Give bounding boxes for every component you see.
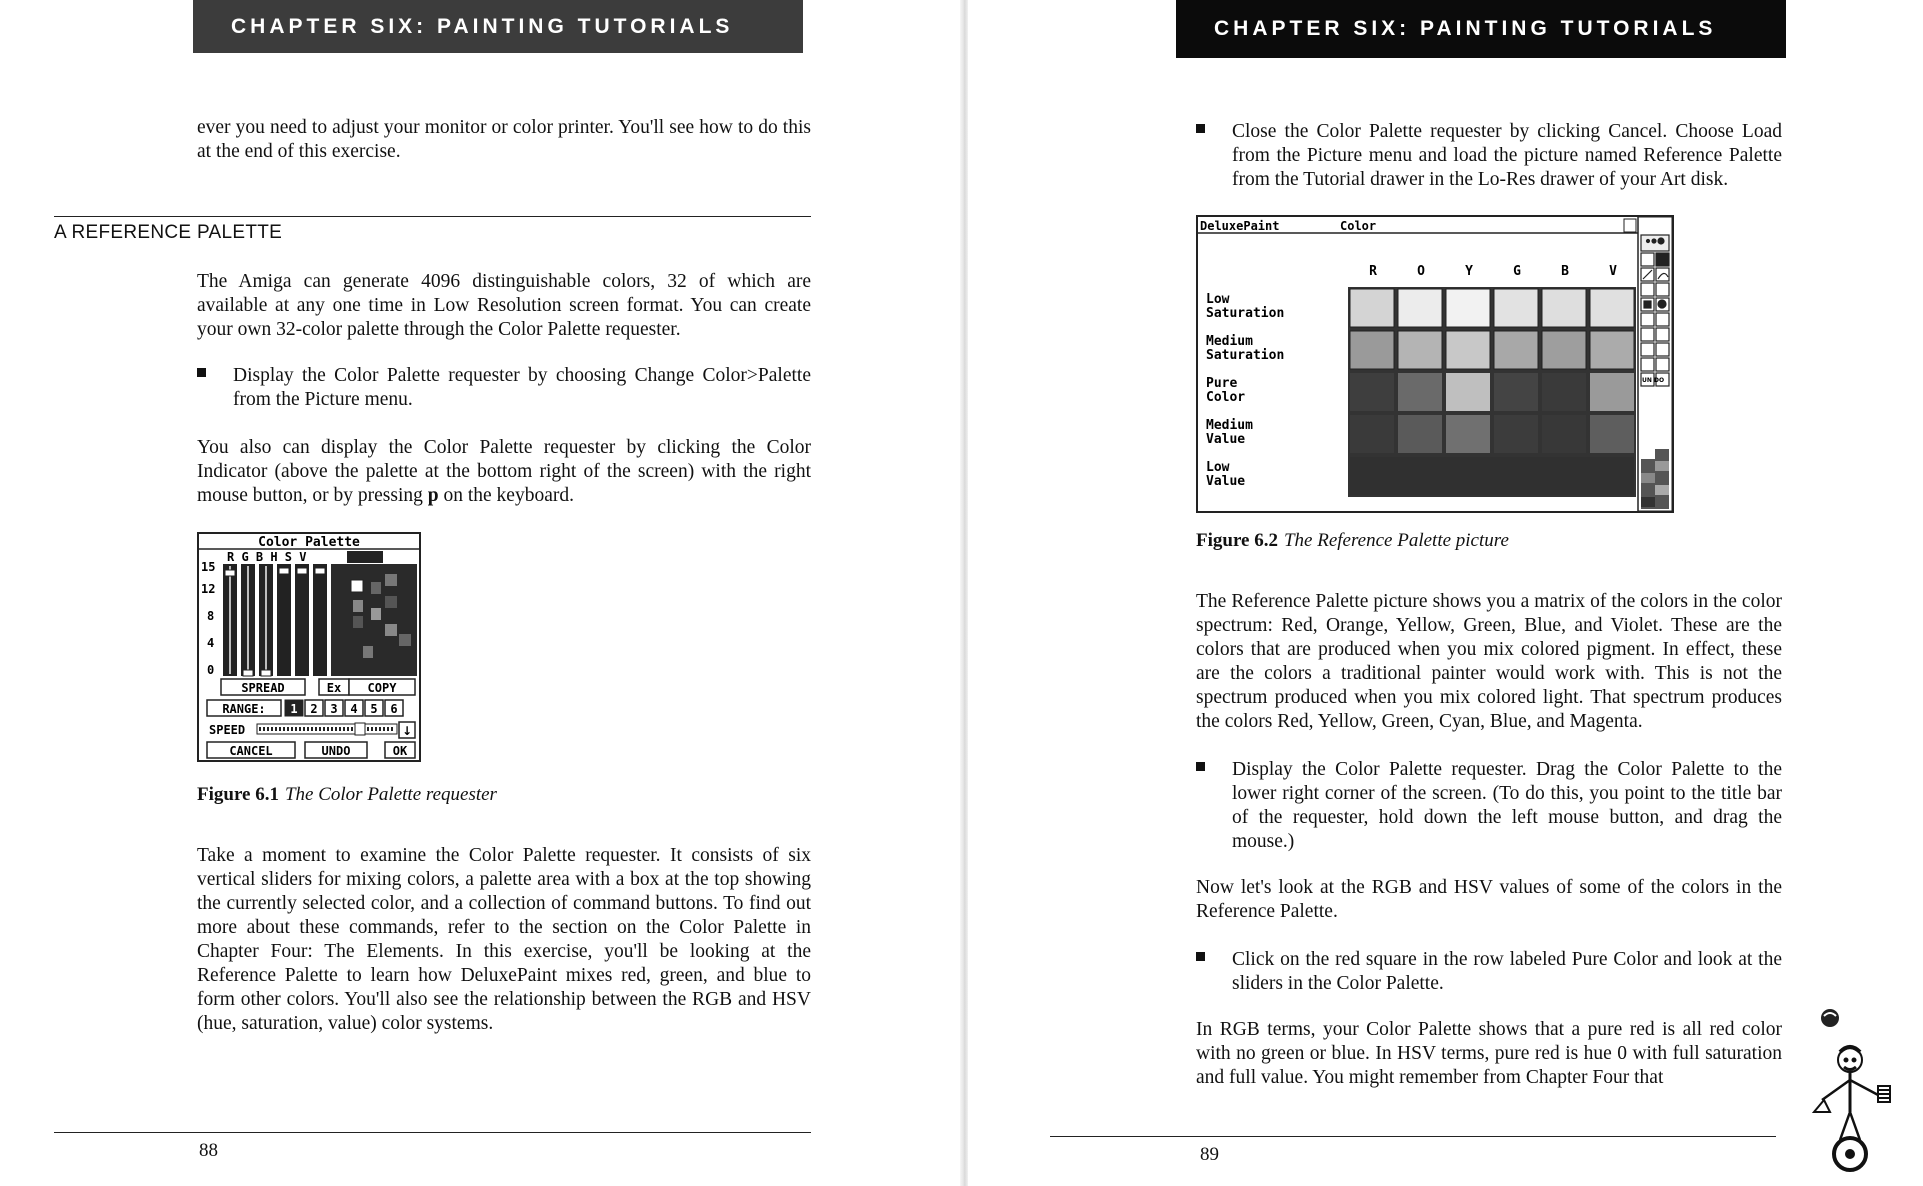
paragraph bbox=[197, 436, 811, 508]
range-6-label: 6 bbox=[390, 702, 398, 716]
row-label: Color bbox=[1206, 390, 1246, 405]
keyboard-key: p bbox=[427, 485, 439, 506]
section-rule bbox=[54, 216, 811, 217]
bullet-text: Click on the red square in the row labeled Pure Color and look at the sliders in the Color Palette. bbox=[1232, 949, 1782, 994]
scale-label: 4 bbox=[207, 636, 215, 650]
bullet-item bbox=[1196, 758, 1782, 854]
color-matrix[interactable] bbox=[1348, 287, 1636, 497]
bullet-marker bbox=[1196, 952, 1205, 961]
down-arrow-icon: ↓ bbox=[401, 724, 413, 738]
chapter-header bbox=[1176, 0, 1786, 58]
row-label: Saturation bbox=[1206, 348, 1285, 363]
undo-gadget-label: UN DO bbox=[1642, 377, 1665, 384]
reference-palette-figure bbox=[1196, 215, 1674, 513]
row-label: Value bbox=[1206, 432, 1246, 447]
range-4-label: 4 bbox=[350, 702, 358, 716]
figure-title: The Color Palette requester bbox=[284, 784, 497, 805]
scale-label: 0 bbox=[207, 663, 215, 677]
footer-rule bbox=[1050, 1136, 1776, 1137]
cancel-label: CANCEL bbox=[229, 744, 273, 758]
row-label: Low bbox=[1206, 460, 1230, 475]
figure-number: Figure 6.1 bbox=[197, 784, 279, 805]
column-label: Y bbox=[1465, 264, 1473, 279]
front-back-gadget[interactable] bbox=[1624, 219, 1636, 232]
color-palette-figure bbox=[197, 532, 421, 762]
page-number: 88 bbox=[199, 1140, 218, 1161]
page-number: 89 bbox=[1200, 1144, 1219, 1165]
footer-rule bbox=[54, 1132, 811, 1133]
left-page bbox=[0, 0, 960, 1186]
spread-label: SPREAD bbox=[241, 681, 285, 695]
range-1-label: 1 bbox=[290, 702, 298, 716]
range-label: RANGE: bbox=[222, 702, 266, 716]
chapter-header-text: CHAPTER SIX: PAINTING TUTORIALS bbox=[1214, 17, 1717, 40]
speed-label: SPEED bbox=[209, 723, 246, 737]
slider-labels: R G B H S V bbox=[227, 550, 307, 564]
range-5-label: 5 bbox=[370, 702, 378, 716]
undo-label: UNDO bbox=[321, 744, 351, 758]
reference-palette-illustration bbox=[1198, 217, 1672, 511]
paragraph: Take a moment to examine the Color Palette requester. It consists of six vertical sliders for mixing colors, a palette area with a box at the top showing the currently selected color, and a collection of command buttons. To find out more about these commands, refer to the section on the Color Palette in Chapter Four: The Elements. In this exercise, you'll be looking at the Reference Palette to learn how DeluxePaint mixes red, green, and blue to form other colors. You'll also see the relationship between the RGB and HSV (hue, saturation, value) color systems. bbox=[197, 845, 811, 1034]
rgb-hsv-sliders[interactable] bbox=[223, 564, 327, 676]
app-name: DeluxePaint bbox=[1200, 219, 1280, 233]
intro-text: ever you need to adjust your monitor or color printer. You'll see how to do this at the end of this exercise. bbox=[197, 117, 811, 162]
scale-label: 15 bbox=[201, 560, 216, 574]
row-label: Low bbox=[1206, 292, 1230, 307]
paragraph-text: You also can display the Color Palette requester by clicking the Color Indicator (above the palette at the bottom right of the screen) with the right mouse button, or by pressing bbox=[197, 437, 811, 506]
unicyclist-mascot-illustration bbox=[1800, 1000, 1900, 1180]
juggling-ball-icon bbox=[1821, 1009, 1839, 1027]
figure-title: The Reference Palette picture bbox=[1283, 530, 1509, 551]
row-label: Pure bbox=[1206, 376, 1238, 391]
color-palette-illustration bbox=[199, 534, 419, 760]
speed-slider[interactable] bbox=[257, 723, 397, 735]
current-color-box bbox=[347, 551, 383, 563]
column-label: B bbox=[1561, 264, 1569, 279]
palette-swatches[interactable] bbox=[331, 564, 417, 676]
ok-label: OK bbox=[392, 744, 408, 758]
paragraph: The Amiga can generate 4096 distinguishable colors, 32 of which are available at any one time in Low Resolution screen format. You can create your own 32-color palette through the Color Palette requester. bbox=[197, 271, 811, 340]
column-label: R bbox=[1369, 264, 1377, 279]
bullet-item bbox=[1196, 948, 1782, 996]
figure-number: Figure 6.2 bbox=[1196, 530, 1278, 551]
row-label: Medium bbox=[1206, 418, 1253, 433]
bullet-marker bbox=[1196, 124, 1205, 133]
figure-caption bbox=[1196, 530, 1509, 552]
chapter-header-text: CHAPTER SIX: PAINTING TUTORIALS bbox=[231, 14, 734, 38]
section-heading: A REFERENCE PALETTE bbox=[54, 222, 283, 243]
copy-label: COPY bbox=[367, 681, 397, 695]
row-label: Value bbox=[1206, 474, 1246, 489]
range-3-label: 3 bbox=[330, 702, 338, 716]
row-label: Saturation bbox=[1206, 306, 1285, 321]
right-page bbox=[968, 0, 1923, 1186]
bullet-text: Close the Color Palette requester by clicking Cancel. Choose Load from the Picture menu and load the picture named Reference Palette from the Tutorial drawer in the Lo-Res drawer of your Art disk. bbox=[1232, 121, 1782, 190]
unicyclist-figure bbox=[1814, 1047, 1890, 1170]
row-label: Medium bbox=[1206, 334, 1253, 349]
column-label: V bbox=[1609, 264, 1617, 279]
paragraph-text: on the keyboard. bbox=[438, 485, 574, 506]
bullet-item bbox=[197, 364, 811, 412]
bullet-text: Display the Color Palette requester by choosing Change Color>Palette from the Picture menu. bbox=[233, 365, 811, 410]
scale-label: 8 bbox=[207, 609, 215, 623]
column-label: G bbox=[1513, 264, 1521, 279]
column-label: O bbox=[1417, 264, 1425, 279]
exchange-label: Ex bbox=[326, 681, 342, 695]
scale-label: 12 bbox=[201, 582, 216, 596]
bullet-text: Display the Color Palette requester. Drag the Color Palette to the lower right corner of the screen. (To do this, you point to the title bar of the requester, hold down the left mouse button, and drag the mouse.) bbox=[1232, 759, 1782, 852]
paragraph: Now let's look at the RGB and HSV values of some of the colors in the Reference Palette. bbox=[1196, 877, 1782, 922]
toolbox-palette[interactable] bbox=[1641, 449, 1669, 509]
paragraph: In RGB terms, your Color Palette shows that a pure red is all red color with no green or blue. In HSV terms, pure red is hue 0 with full saturation and full value. You might remember from Chapter Four that bbox=[1196, 1019, 1782, 1088]
menu-title: Color bbox=[1340, 219, 1377, 233]
bullet-item bbox=[1196, 120, 1782, 192]
figure-caption bbox=[197, 784, 497, 806]
paragraph: The Reference Palette picture shows you a matrix of the colors in the color spectrum: Red, Orange, Yellow, Green, Blue, and Violet. These are the colors that are produced when you mix colored pigment. In effect, these are the colors a traditional painter would work with. This is not the spectrum produced when you mix colored light. That spectrum produces the colors Red, Yellow, Green, Cyan, Blue, and Magenta. bbox=[1196, 591, 1782, 732]
chapter-header bbox=[193, 0, 803, 53]
palette-title: Color Palette bbox=[258, 535, 360, 550]
range-2-label: 2 bbox=[310, 702, 318, 716]
bullet-marker bbox=[1196, 762, 1205, 771]
bullet-marker bbox=[197, 368, 206, 377]
